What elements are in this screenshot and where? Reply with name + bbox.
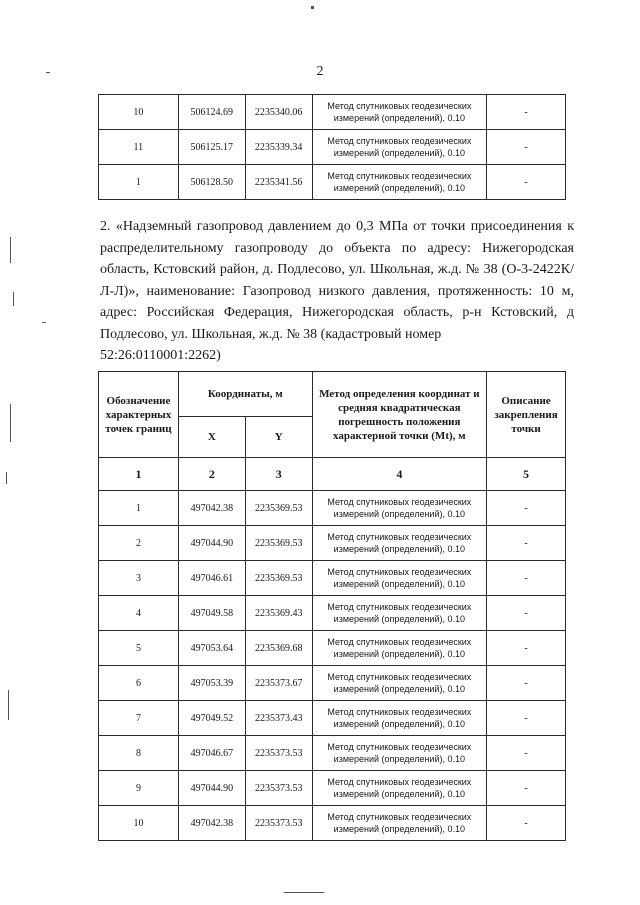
description-cell: - (487, 526, 566, 561)
x-coordinate-cell: 497053.64 (178, 631, 245, 666)
column-number: 2 (178, 458, 245, 491)
header-x: X (178, 417, 245, 458)
header-description: Описание закрепления точки (487, 372, 566, 458)
method-cell: Метод спутниковых геодезических измерений (определений), 0.10 (312, 701, 486, 736)
column-number: 4 (312, 458, 486, 491)
x-coordinate-cell: 497049.58 (178, 596, 245, 631)
scan-mark (8, 690, 9, 720)
y-coordinate-cell: 2235373.67 (245, 666, 312, 701)
table-row (99, 631, 566, 666)
table-row (99, 666, 566, 701)
coordinates-table-continued (98, 94, 566, 200)
description-cell: - (487, 561, 566, 596)
scan-mark (42, 322, 46, 323)
y-coordinate-cell: 2235369.68 (245, 631, 312, 666)
description-cell: - (487, 666, 566, 701)
table-row (99, 701, 566, 736)
description-cell: - (487, 165, 566, 200)
page-number: 2 (316, 64, 324, 79)
scan-mark (46, 72, 50, 73)
object-description-text: 2. «Надземный газопровод давлением до 0,3 МПа от точки присоединения к распределительному газопроводу до объекта по адресу: Нижегородская область, Кстовский район, д. Подлесово, ул. Школьная, ж.д. № 38 (О-3-2422К/Л-Л)», наименование: Газопровод низкого давления, протяженность: 10 м, адрес: Российская Федерация, Нижегородская область, р-н Кстовский, д Подлесово, ул. Школьная, ж.д. № 38 (кадастровый номер (100, 219, 574, 342)
description-cell: - (487, 736, 566, 771)
x-coordinate-cell: 497044.90 (178, 771, 245, 806)
header-coordinates: Координаты, м (178, 372, 312, 417)
scan-mark (6, 472, 7, 484)
y-coordinate-cell: 2235341.56 (245, 165, 312, 200)
y-coordinate-cell: 2235373.43 (245, 701, 312, 736)
point-number-cell: 8 (99, 736, 179, 771)
point-number-cell: 7 (99, 701, 179, 736)
y-coordinate-cell: 2235369.53 (245, 491, 312, 526)
y-coordinate-cell: 2235373.53 (245, 806, 312, 841)
x-coordinate-cell: 506128.50 (178, 165, 245, 200)
header-y: Y (245, 417, 312, 458)
header-method: Метод определения координат и средняя квадратическая погрешность положения характерной точки (Mt), м (312, 372, 486, 458)
method-cell: Метод спутниковых геодезических измерений (определений), 0.10 (312, 491, 486, 526)
method-cell: Метод спутниковых геодезических измерений (определений), 0.10 (312, 736, 486, 771)
scan-mark (10, 237, 11, 263)
table-row (99, 130, 566, 165)
point-number-cell: 1 (99, 491, 179, 526)
point-number-cell: 11 (99, 130, 179, 165)
point-number-cell: 5 (99, 631, 179, 666)
x-coordinate-cell: 497042.38 (178, 491, 245, 526)
point-number-cell: 3 (99, 561, 179, 596)
method-cell: Метод спутниковых геодезических измерений (определений), 0.10 (312, 95, 487, 130)
point-number-cell: 4 (99, 596, 179, 631)
description-cell: - (487, 806, 566, 841)
table-row (99, 526, 566, 561)
method-cell: Метод спутниковых геодезических измерений (определений), 0.10 (312, 771, 486, 806)
method-cell: Метод спутниковых геодезических измерений (определений), 0.10 (312, 130, 487, 165)
description-cell: - (487, 596, 566, 631)
method-cell: Метод спутниковых геодезических измерений (определений), 0.10 (312, 596, 486, 631)
column-number: 5 (487, 458, 566, 491)
method-cell: Метод спутниковых геодезических измерений (определений), 0.10 (312, 631, 486, 666)
x-coordinate-cell: 506125.17 (178, 130, 245, 165)
coordinates-table (98, 371, 566, 841)
method-cell: Метод спутниковых геодезических измерений (определений), 0.10 (312, 806, 486, 841)
y-coordinate-cell: 2235373.53 (245, 771, 312, 806)
x-coordinate-cell: 497042.38 (178, 806, 245, 841)
table-row (99, 491, 566, 526)
method-cell: Метод спутниковых геодезических измерений (определений), 0.10 (312, 666, 486, 701)
table-row (99, 95, 566, 130)
description-cell: - (487, 130, 566, 165)
table-row (99, 771, 566, 806)
description-cell: - (487, 491, 566, 526)
scan-mark (311, 6, 314, 9)
table-row (99, 561, 566, 596)
description-cell: - (487, 95, 566, 130)
description-cell: - (487, 631, 566, 666)
scan-mark (10, 404, 11, 442)
scan-mark (284, 892, 324, 893)
y-coordinate-cell: 2235369.53 (245, 526, 312, 561)
point-number-cell: 2 (99, 526, 179, 561)
y-coordinate-cell: 2235369.43 (245, 596, 312, 631)
cadastral-number: 52:26:0110001:2262) (100, 348, 221, 363)
y-coordinate-cell: 2235339.34 (245, 130, 312, 165)
column-number: 1 (99, 458, 179, 491)
x-coordinate-cell: 497053.39 (178, 666, 245, 701)
x-coordinate-cell: 497046.61 (178, 561, 245, 596)
table-row (99, 596, 566, 631)
description-cell: - (487, 771, 566, 806)
column-number: 3 (245, 458, 312, 491)
table-row (99, 736, 566, 771)
table-row (99, 806, 566, 841)
point-number-cell: 10 (99, 95, 179, 130)
y-coordinate-cell: 2235340.06 (245, 95, 312, 130)
x-coordinate-cell: 497046.67 (178, 736, 245, 771)
x-coordinate-cell: 497049.52 (178, 701, 245, 736)
method-cell: Метод спутниковых геодезических измерений (определений), 0.10 (312, 526, 486, 561)
y-coordinate-cell: 2235369.53 (245, 561, 312, 596)
description-cell: - (487, 701, 566, 736)
scan-mark (13, 292, 14, 306)
y-coordinate-cell: 2235373.53 (245, 736, 312, 771)
x-coordinate-cell: 506124.69 (178, 95, 245, 130)
method-cell: Метод спутниковых геодезических измерений (определений), 0.10 (312, 561, 486, 596)
point-number-cell: 1 (99, 165, 179, 200)
method-cell: Метод спутниковых геодезических измерений (определений), 0.10 (312, 165, 487, 200)
point-number-cell: 9 (99, 771, 179, 806)
x-coordinate-cell: 497044.90 (178, 526, 245, 561)
point-number-cell: 6 (99, 666, 179, 701)
point-number-cell: 10 (99, 806, 179, 841)
object-description-paragraph (100, 216, 574, 367)
table-row (99, 165, 566, 200)
header-point-designation: Обозначение характерных точек границ (99, 372, 179, 458)
